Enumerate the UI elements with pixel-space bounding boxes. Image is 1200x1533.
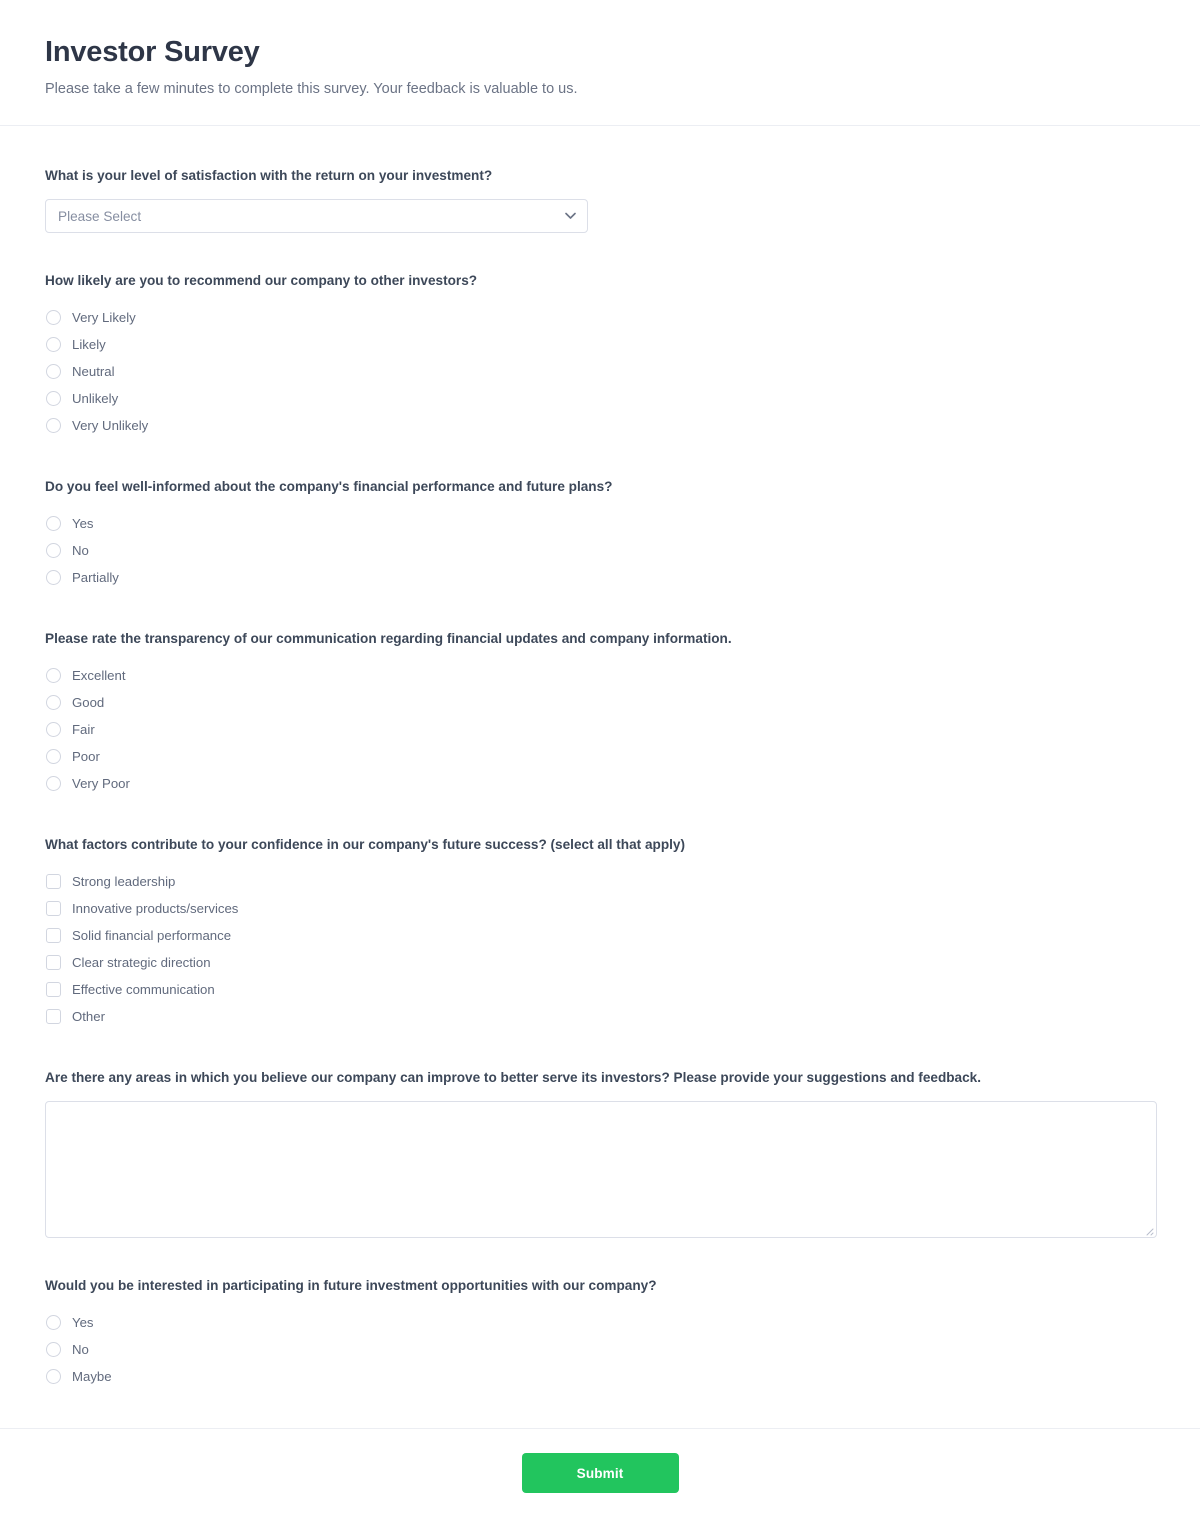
question-improvements (45, 1068, 1155, 1238)
radio-icon[interactable] (46, 418, 61, 433)
satisfaction-select[interactable]: Please Select (45, 199, 588, 233)
radio-icon[interactable] (46, 695, 61, 710)
option-label: Clear strategic direction (72, 954, 211, 970)
radio-option[interactable] (45, 510, 1155, 537)
checkbox-icon[interactable] (46, 874, 61, 889)
radio-icon[interactable] (46, 749, 61, 764)
option-label: Poor (72, 748, 100, 764)
recommend-options (45, 304, 1155, 439)
survey-header (0, 0, 1200, 126)
question-well-informed (45, 477, 1155, 591)
option-label: Strong leadership (72, 873, 176, 889)
question-future-opportunities (45, 1276, 1155, 1390)
radio-option[interactable] (45, 564, 1155, 591)
radio-icon[interactable] (46, 1315, 61, 1330)
checkbox-option[interactable] (45, 868, 1155, 895)
radio-icon[interactable] (46, 516, 61, 531)
option-label: Fair (72, 721, 95, 737)
option-label: Very Poor (72, 775, 130, 791)
confidence-factor-options (45, 868, 1155, 1030)
question-label: How likely are you to recommend our company to other investors? (45, 273, 478, 288)
option-label: Partially (72, 569, 119, 585)
option-label: Other (72, 1008, 105, 1024)
option-label: Excellent (72, 667, 126, 683)
satisfaction-select-wrapper (45, 199, 588, 233)
checkbox-option[interactable] (45, 922, 1155, 949)
improvements-textarea-wrapper (45, 1101, 1157, 1238)
submit-button[interactable]: Submit (522, 1453, 679, 1493)
checkbox-option[interactable] (45, 1003, 1155, 1030)
question-label: What is your level of satisfaction with the return on your investment? (45, 168, 493, 183)
survey-footer (0, 1428, 1200, 1533)
radio-icon[interactable] (46, 364, 61, 379)
well-informed-options (45, 510, 1155, 591)
question-label: Are there any areas in which you believe our company can improve to better serve its investors? Please provide your suggestions and feedback. (45, 1070, 982, 1085)
option-label: Neutral (72, 363, 115, 379)
option-label: Good (72, 694, 105, 710)
radio-option[interactable] (45, 1309, 1155, 1336)
option-label: Innovative products/services (72, 900, 239, 916)
option-label: Very Unlikely (72, 417, 149, 433)
radio-icon[interactable] (46, 337, 61, 352)
option-label: No (72, 1341, 89, 1357)
page-subtitle: Please take a few minutes to complete this survey. Your feedback is valuable to us. (45, 81, 578, 97)
checkbox-option[interactable] (45, 976, 1155, 1003)
radio-icon[interactable] (46, 570, 61, 585)
question-label: What factors contribute to your confidence in our company's future success? (select all that apply) (45, 837, 685, 852)
option-label: No (72, 542, 89, 558)
improvements-textarea[interactable] (45, 1101, 1157, 1238)
radio-icon[interactable] (46, 722, 61, 737)
radio-option[interactable] (45, 1363, 1155, 1390)
question-label: Would you be interested in participating in future investment opportunities with our company? (45, 1278, 657, 1293)
question-label: Please rate the transparency of our communication regarding financial updates and company information. (45, 631, 732, 646)
option-label: Effective communication (72, 981, 215, 997)
question-satisfaction (45, 166, 1155, 233)
radio-option[interactable] (45, 689, 1155, 716)
question-transparency (45, 629, 1155, 797)
radio-icon[interactable] (46, 1369, 61, 1384)
radio-option[interactable] (45, 358, 1155, 385)
question-confidence-factors (45, 835, 1155, 1030)
radio-icon[interactable] (46, 543, 61, 558)
option-label: Solid financial performance (72, 927, 232, 943)
radio-option[interactable] (45, 537, 1155, 564)
radio-icon[interactable] (46, 668, 61, 683)
checkbox-icon[interactable] (46, 901, 61, 916)
question-recommend (45, 271, 1155, 439)
option-label: Unlikely (72, 390, 119, 406)
checkbox-icon[interactable] (46, 928, 61, 943)
survey-form (0, 126, 1200, 1390)
option-label: Yes (72, 515, 94, 531)
radio-option[interactable] (45, 1336, 1155, 1363)
checkbox-icon[interactable] (46, 955, 61, 970)
radio-option[interactable] (45, 412, 1155, 439)
radio-icon[interactable] (46, 1342, 61, 1357)
checkbox-icon[interactable] (46, 982, 61, 997)
option-label: Likely (72, 336, 106, 352)
radio-icon[interactable] (46, 391, 61, 406)
radio-option[interactable] (45, 385, 1155, 412)
radio-option[interactable] (45, 304, 1155, 331)
radio-option[interactable] (45, 662, 1155, 689)
page-title: Investor Survey (45, 36, 260, 68)
radio-icon[interactable] (46, 776, 61, 791)
radio-option[interactable] (45, 331, 1155, 358)
transparency-options (45, 662, 1155, 797)
radio-option[interactable] (45, 743, 1155, 770)
checkbox-icon[interactable] (46, 1009, 61, 1024)
radio-icon[interactable] (46, 310, 61, 325)
option-label: Yes (72, 1314, 94, 1330)
checkbox-option[interactable] (45, 895, 1155, 922)
checkbox-option[interactable] (45, 949, 1155, 976)
radio-option[interactable] (45, 716, 1155, 743)
future-opportunities-options (45, 1309, 1155, 1390)
option-label: Maybe (72, 1368, 112, 1384)
radio-option[interactable] (45, 770, 1155, 797)
question-label: Do you feel well-informed about the company's financial performance and future plans? (45, 479, 613, 494)
option-label: Very Likely (72, 309, 136, 325)
